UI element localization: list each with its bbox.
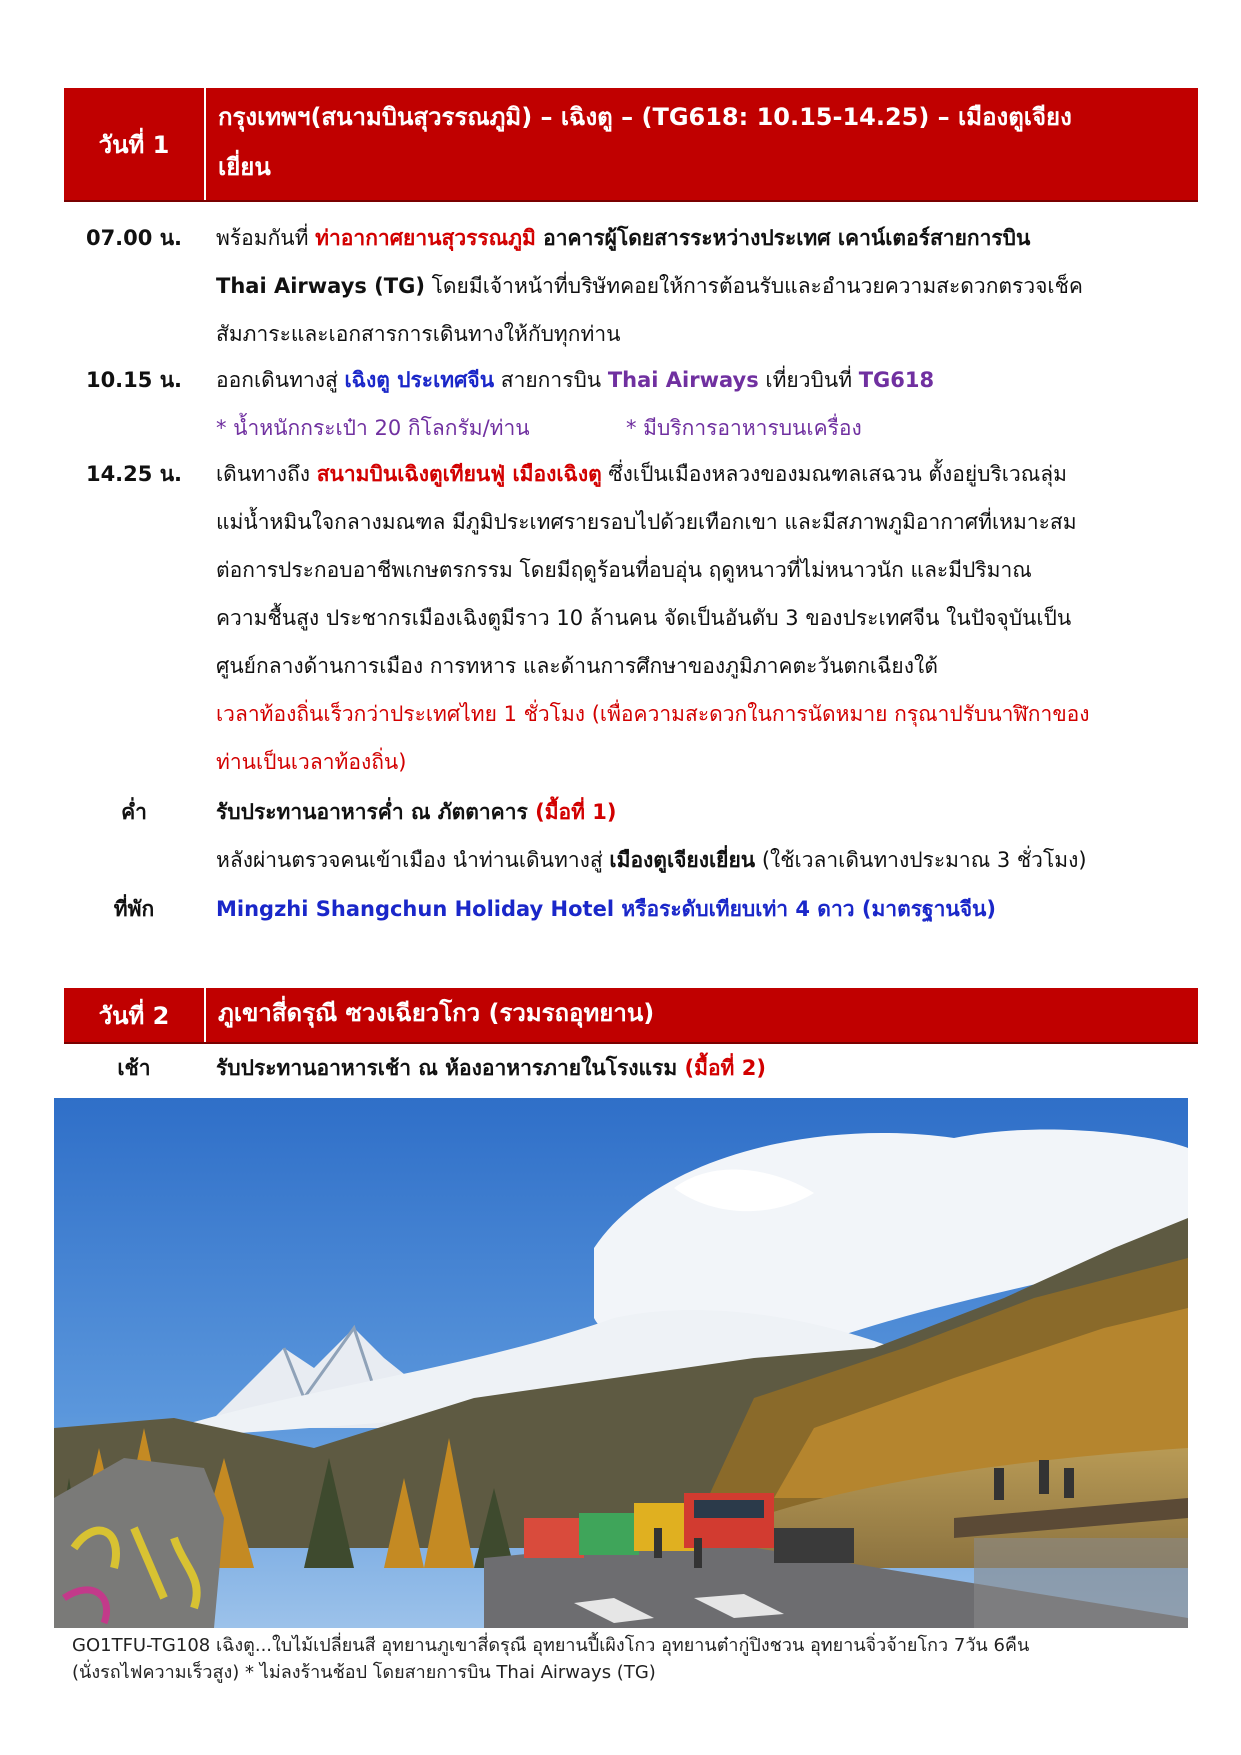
entry-hotel [64,885,1198,933]
hotel-name: Mingzhi Shangchun Holiday Hotel หรือระดับเทียบเท่า 4 ดาว (มาตรฐานจีน) [216,897,996,921]
footer-line-2: (นั่งรถไฟความเร็วสูง) * ไม่ลงร้านช้อป โดยสายการบิน Thai Airways (TG) [72,1662,656,1683]
entry-dinner-text: รับประทานอาหารค่ำ ณ ภัตตาคาร (มื้อที่ 1) หลังผ่านตรวจคนเข้าเมือง นำท่านเดินทางสู่ เมืองตูเจียงเยี่ยน (ใช้เวลาเดินทางประมาณ 3 ชั่วโมง) [216,800,1087,872]
day2-title: ภูเขาสี่ดรุณี ซวงเฉียวโกว (รวมรถอุทยาน) [218,999,655,1027]
day1-title-line2: เยี่ยน [218,153,271,181]
day2-label: วันที่ 2 [64,988,206,1042]
entry-dinner [64,788,1198,884]
entry-breakfast [64,1046,1198,1090]
note-baggage: * น้ำหนักกระเป๋า 20 กิโลกรัม/ท่าน [216,416,530,440]
footer-line-1: GO1TFU-TG108 เฉิงตู...ใบไม้เปลี่ยนสี อุทยานภูเขาสี่ดรุณี อุทยานปี้เผิงโกว อุทยานต๋ากู่ปิงชวน อุทยานจิ่วจ้ายโกว 7วัน 6คืน [72,1635,1030,1656]
breakfast-text: รับประทานอาหารเช้า ณ ห้องอาหารภายในโรงแรม (มื้อที่ 2) [216,1056,766,1080]
footer-program-info [72,1632,1192,1686]
entry-0700 [64,214,1198,358]
entry-1015 [64,356,1198,452]
entry-1015-text: ออกเดินทางสู่ เฉิงตู ประเทศจีน สายการบิน Thai Airways เที่ยวบินที่ TG618 * น้ำหนักกระเป๋า 20 กิโลกรัม/ท่าน * มีบริการอาหารบนเครื่อง [204,356,1198,452]
day2-header [64,988,1198,1044]
day1-header [64,88,1198,202]
time-breakfast: เช้า [117,1056,151,1080]
day1-title [206,88,1198,200]
time-dinner: ค่ำ [121,800,147,824]
time-difference-note: เวลาท้องถิ่นเร็วกว่าประเทศไทย 1 ชั่วโมง (เพื่อความสะดวกในการนัดหมาย กรุณาปรับนาฬิกาของ ท่านเป็นเวลาท้องถิ่น) [216,702,1090,774]
mountain-valley-photo [54,1098,1188,1628]
day1-label: วันที่ 1 [64,88,206,200]
day1-title-line1: กรุงเทพฯ(สนามบินสุวรรณภูมิ) – เฉิงตู – (TG618: 10.15-14.25) – เมืองตูเจียง [218,103,1072,131]
time-1015: 10.15 น. [85,368,183,392]
note-meal: * มีบริการอาหารบนเครื่อง [626,416,862,440]
entry-1425 [64,450,1198,786]
time-1425: 14.25 น. [85,462,183,486]
entry-0700-text: พร้อมกันที่ ท่าอากาศยานสุวรรณภูมิ อาคารผู้โดยสารระหว่างประเทศ เคาน์เตอร์สายการบิน Thai Airways (TG) โดยมีเจ้าหน้าที่บริษัทคอยให้การต้อนรับและอำนวยความสะดวกตรวจเช็ค สัมภาระและเอกสารการเดินทางให้กับทุกท่าน [216,226,1083,346]
label-hotel: ที่พัก [113,897,155,921]
entry-1425-text: เดินทางถึง สนามบินเฉิงตูเทียนฟู่ เมืองเฉิงตู ซึ่งเป็นเมืองหลวงของมณฑลเสฉวน ตั้งอยู่บริเวณลุ่ม แม่น้ำหมินใจกลางมณฑล มีภูมิประเทศรายรอบไปด้วยเทือกเขา และมีสภาพภูมิอากาศที่เหมาะสม ต่อการประกอบอาชีพเกษตรกรรม โดยมีฤดูร้อนที่อบอุ่น ฤดูหนาวที่ไม่หนาวนัก และมีปริมาณ ความชื้นสูง ประชากรเมืองเฉิงตูมีราว 10 ล้านคน จัดเป็นอันดับ 3 ของประเทศจีน ในปัจจุบันเป็น ศูนย์กลางด้านการเมือง การทหาร และด้านการศึกษาของภูมิภาคตะวันตกเฉียงใต้ เวลาท้องถิ่นเร็วกว่าประเทศไทย 1 ชั่วโมง (เพื่อความสะดวกในการนัดหมาย กรุณาปรับนาฬิกาของ ท่านเป็นเวลาท้องถิ่น) [204,450,1198,786]
time-0700: 07.00 น. [85,226,183,250]
